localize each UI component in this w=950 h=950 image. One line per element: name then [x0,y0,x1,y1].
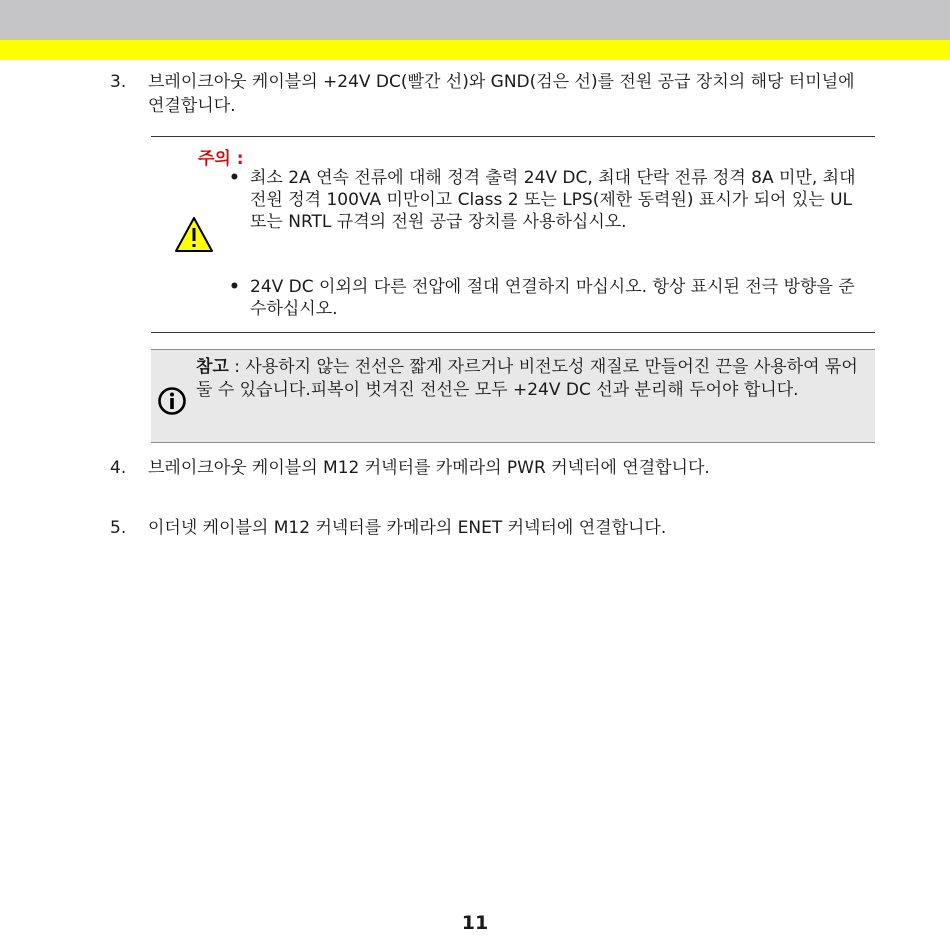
header-band-gray [0,0,950,40]
step-4 [110,456,870,480]
step-text: 브레이크아웃 케이블의 +24V DC(빨간 선)와 GND(검은 선)를 전원 공급 장치의 해당 터미널에 연결합니다. [148,72,855,116]
bullet-dot: • [229,168,240,188]
step-number: 4. [110,458,127,478]
step-number: 3. [110,72,127,92]
caution-bullet-text: 최소 2A 연속 전류에 대해 정격 출력 24V DC, 최대 단락 전류 정격 8A 미만, 최대 전원 정격 100VA 미만이고 Class 2 또는 LPS(제한 동력원) 표시가 되어 있는 UL 또는 NRTL 규격의 전원 공급 장치를 사용하십시오. [250,168,856,232]
caution-bullet-1 [229,167,870,233]
note-body: : 사용하지 않는 전선은 짧게 자르거나 비전도성 재질로 만들어진 끈을 사용하여 묶어둘 수 있습니다.피복이 벗겨진 전선은 모두 +24V DC 선과 분리해 두어야 합니다. [196,357,858,400]
bullet-dot: • [229,277,240,297]
step-text: 브레이크아웃 케이블의 M12 커넥터를 카메라의 PWR 커넥터에 연결합니다. [148,458,710,478]
step-5 [110,516,870,540]
caution-label: 주의 : [198,149,244,169]
warning-triangle-icon [174,215,214,255]
step-text: 이더넷 케이블의 M12 커넥터를 카메라의 ENET 커넥터에 연결합니다. [148,518,667,538]
step-3 [110,70,870,118]
page-number: 11 [461,912,489,934]
caution-top-rule [151,136,875,137]
caution-bottom-rule [151,332,875,333]
caution-bullet-2 [229,276,870,320]
header-band-yellow [0,40,950,60]
note-text [196,356,871,402]
caution-bullet-text: 24V DC 이외의 다른 전압에 절대 연결하지 마십시오. 항상 표시된 전극 방향을 준수하십시오. [250,277,855,319]
note-label: 참고 [196,357,229,377]
info-circle-icon [157,386,187,416]
step-number: 5. [110,518,127,538]
